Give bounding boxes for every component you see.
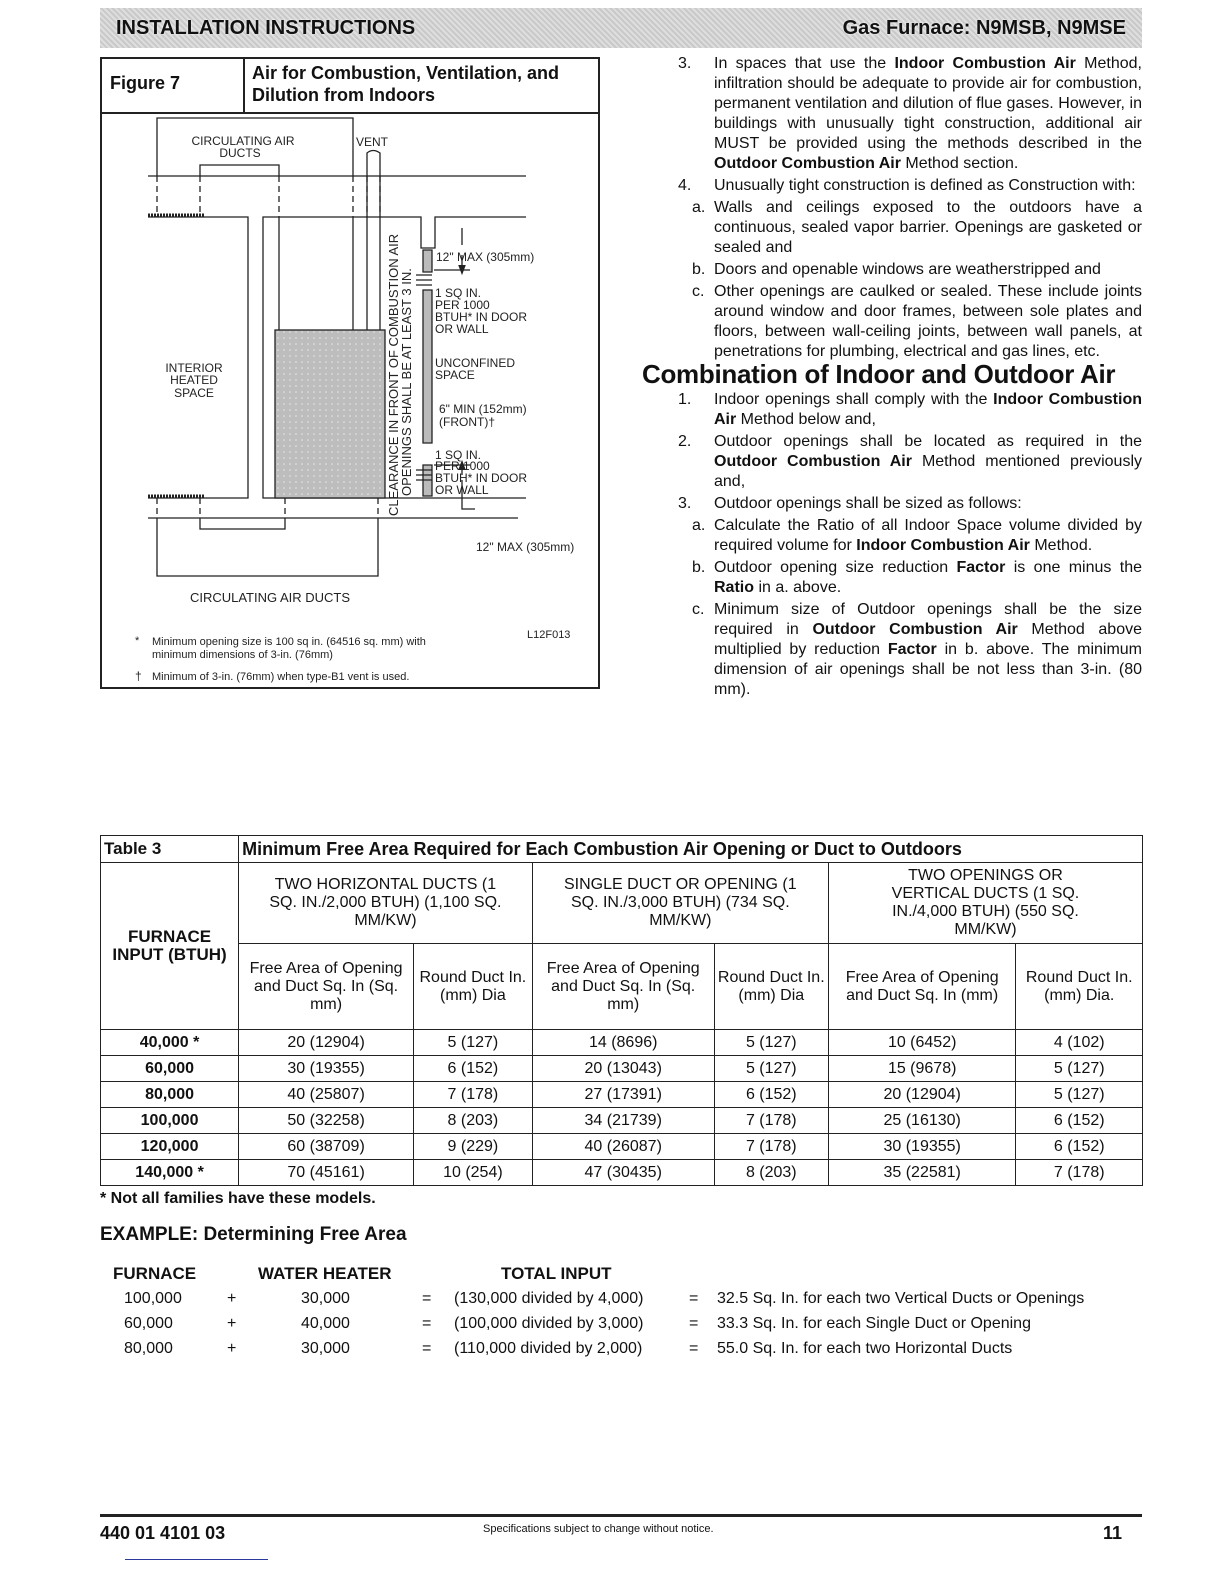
table-cell: 50 (32258) xyxy=(239,1108,414,1134)
example-cell: = xyxy=(689,1315,699,1332)
label-interior-1: INTERIOR xyxy=(165,361,223,375)
label-unconfined-2: SPACE xyxy=(435,368,475,382)
page-number: 11 xyxy=(1102,1523,1122,1543)
label-opening-2c: BTUH* IN DOOR xyxy=(435,471,528,485)
table-cell: 5 (127) xyxy=(1016,1082,1143,1108)
table-cell: 47 (30435) xyxy=(532,1160,714,1186)
emphasis-text: Factor xyxy=(887,641,937,658)
col-water-heater: WATER HEATER xyxy=(258,1264,392,1283)
furnace-input-cell: 60,000 xyxy=(101,1056,239,1082)
column-header: Free Area of Opening and Duct Sq. In (mm) xyxy=(828,944,1016,1030)
body-text: Method mentioned previously and, xyxy=(714,453,1143,490)
table-cell: 6 (152) xyxy=(1016,1134,1143,1160)
list-item xyxy=(676,600,1142,700)
list-item xyxy=(676,390,1142,430)
table-note: * Not all families have these models. xyxy=(100,1190,376,1207)
table-row xyxy=(101,1108,1143,1134)
table-row xyxy=(101,1030,1143,1056)
body-text: In spaces that use the xyxy=(714,55,895,72)
example-cell: = xyxy=(689,1340,699,1357)
list-item xyxy=(676,516,1142,556)
furnace-input-cell: 40,000 * xyxy=(101,1030,239,1056)
section-heading: Combination of Indoor and Outdoor Air xyxy=(642,359,1116,389)
table-cell: 4 (102) xyxy=(1016,1030,1143,1056)
list-number: 3. xyxy=(678,495,692,512)
column-header: Round Duct In. (mm) Dia. xyxy=(1016,944,1143,1030)
body-text: is one minus the xyxy=(1005,559,1143,576)
footnote-1-line-1: Minimum opening size is 100 sq in. (64516 sq. mm) with xyxy=(152,636,426,648)
label-vent: VENT xyxy=(356,135,389,149)
label-top-ducts-2: DUCTS xyxy=(219,146,261,160)
table-cell: 8 (203) xyxy=(414,1108,533,1134)
column-header: Free Area of Opening and Duct Sq. In (Sq. mm) xyxy=(532,944,714,1030)
table-cell: 30 (19355) xyxy=(828,1134,1016,1160)
list-item xyxy=(676,494,1142,514)
table-cell: 6 (152) xyxy=(1016,1108,1143,1134)
header-title: INSTALLATION INSTRUCTIONS xyxy=(116,16,416,39)
table-cell: 14 (8696) xyxy=(532,1030,714,1056)
body-text: Outdoor openings shall be sized as follows: xyxy=(714,495,1022,512)
body-text: Method above multiplied by reduction xyxy=(714,621,1143,658)
table-title: Minimum Free Area Required for Each Combustion Air Opening or Duct to Outdoors xyxy=(239,836,1143,863)
table-cell: 27 (17391) xyxy=(532,1082,714,1108)
table-row xyxy=(101,1160,1143,1186)
example-cell: (100,000 divided by 3,000) xyxy=(454,1315,644,1332)
table-cell: 10 (6452) xyxy=(828,1030,1016,1056)
furnace-input-cell: 100,000 xyxy=(101,1108,239,1134)
col-total-input: TOTAL INPUT xyxy=(501,1264,612,1283)
body-text: Method section. xyxy=(900,155,1019,172)
list-item xyxy=(676,558,1142,598)
table-cell: 35 (22581) xyxy=(828,1160,1016,1186)
table-cell: 25 (16130) xyxy=(828,1108,1016,1134)
label-opening-2d: OR WALL xyxy=(435,483,489,497)
table-cell: 40 (26087) xyxy=(532,1134,714,1160)
body-text: Walls and ceilings exposed to the outdoors have a continuous, sealed vapor barrier. Openings are gasketed or sealed and xyxy=(714,199,1142,256)
label-top-ducts-1: CIRCULATING AIR xyxy=(191,134,295,148)
example-cell: 55.0 Sq. In. for each two Horizontal Ducts xyxy=(717,1340,1013,1357)
table-cell: 70 (45161) xyxy=(239,1160,414,1186)
emphasis-text: Outdoor Combustion Air xyxy=(714,155,901,172)
label-interior-3: SPACE xyxy=(174,386,214,400)
list-number: b. xyxy=(692,261,706,278)
table-cell: 30 (19355) xyxy=(239,1056,414,1082)
page-footer xyxy=(100,1514,1142,1543)
example-cell: 32.5 Sq. In. for each two Vertical Ducts or Openings xyxy=(717,1290,1085,1307)
example-cell: 60,000 xyxy=(124,1315,173,1332)
example-cell: + xyxy=(227,1315,237,1332)
table-cell: 60 (38709) xyxy=(239,1134,414,1160)
emphasis-text: Indoor Combustion Air xyxy=(894,55,1076,72)
column-header: Round Duct In. (mm) Dia xyxy=(414,944,533,1030)
label-opening-1b: PER 1000 xyxy=(435,298,490,312)
col-furnace: FURNACE xyxy=(113,1264,197,1283)
label-unconfined-1: UNCONFINED xyxy=(435,356,515,370)
footer-notice: Specifications subject to change without notice. xyxy=(483,1523,714,1535)
list-number: 2. xyxy=(678,433,692,450)
body-text: Unusually tight construction is defined as Construction with: xyxy=(714,177,1136,194)
footnote-1-line-2: minimum dimensions of 3-in. (76mm) xyxy=(152,649,333,661)
list-item xyxy=(676,282,1142,362)
label-max-top: 12" MAX (305mm) xyxy=(436,250,535,264)
list-number: a. xyxy=(692,517,706,534)
list-item xyxy=(676,198,1142,258)
input-header: FURNACE INPUT (BTUH) xyxy=(101,863,239,1030)
example-cell: (110,000 divided by 2,000) xyxy=(454,1340,643,1357)
example-cell: 100,000 xyxy=(124,1290,182,1307)
furnace-shape xyxy=(275,330,385,498)
example-cell: 30,000 xyxy=(301,1290,350,1307)
footnote-mark: * xyxy=(135,635,140,647)
example-cell: = xyxy=(422,1315,432,1332)
label-clearance-2: OPENINGS SHALL BE AT LEAST 3 IN. xyxy=(399,268,414,496)
list-number: c. xyxy=(692,601,705,618)
example-cell: = xyxy=(422,1290,432,1307)
table-cell: 5 (127) xyxy=(414,1030,533,1056)
table-row xyxy=(101,1134,1143,1160)
label-min-2: (FRONT)† xyxy=(439,415,495,429)
label-max-bottom: 12" MAX (305mm) xyxy=(476,540,575,554)
label-opening-1c: BTUH* IN DOOR xyxy=(435,310,528,324)
label-interior-2: HEATED xyxy=(170,373,218,387)
divider xyxy=(125,1559,268,1560)
label-opening-1d: OR WALL xyxy=(435,322,489,336)
table-cell: 5 (127) xyxy=(714,1030,828,1056)
list-number: 3. xyxy=(678,55,692,72)
body-text: Indoor openings shall comply with the xyxy=(714,391,994,408)
body-text: Method below and, xyxy=(736,411,876,428)
example-cell: (130,000 divided by 4,000) xyxy=(454,1290,644,1307)
column-header: Free Area of Opening and Duct Sq. In (Sq. mm) xyxy=(239,944,414,1030)
table-cell: 5 (127) xyxy=(1016,1056,1143,1082)
label-min-1: 6" MIN (152mm) xyxy=(439,402,527,416)
figure-code: L12F013 xyxy=(527,629,571,641)
group-header: SINGLE DUCT OR OPENING (1 SQ. IN./3,000 BTUH) (734 SQ. MM/KW) xyxy=(532,863,828,944)
table-cell: 40 (25807) xyxy=(239,1082,414,1108)
figure-title: Air for Combustion, Ventilation, and Dilution from Indoors xyxy=(245,59,598,114)
example-cell: 80,000 xyxy=(124,1340,173,1357)
group-header: TWO HORIZONTAL DUCTS (1 SQ. IN./2,000 BTUH) (1,100 SQ. MM/KW) xyxy=(239,863,533,944)
body-text: Doors and openable windows are weatherstripped and xyxy=(714,261,1101,278)
furnace-input-cell: 140,000 * xyxy=(101,1160,239,1186)
label-clearance-1: CLEARANCE IN FRONT OF COMBUSTION AIR xyxy=(386,233,401,516)
right-column-text xyxy=(642,54,1143,702)
label-opening-1a: 1 SQ IN. xyxy=(435,286,482,300)
table-cell: 7 (178) xyxy=(714,1134,828,1160)
list-item xyxy=(676,54,1142,174)
body-text: Other openings are caulked or sealed. These include joints around window and door frames, between sole plates and floors, between wall-ceiling joints, between wall panels, at penetrations for plumbing, electrical and gas lines, etc. xyxy=(714,283,1142,360)
table-cell: 9 (229) xyxy=(414,1134,533,1160)
example-cell: 40,000 xyxy=(301,1315,350,1332)
group-header: TWO OPENINGS OR VERTICAL DUCTS (1 SQ. IN./4,000 BTUH) (550 SQ. MM/KW) xyxy=(828,863,1142,944)
body-text: Outdoor openings shall be located as required in the xyxy=(714,433,1142,450)
doc-number: 440 01 4101 03 xyxy=(100,1523,226,1543)
body-text: in a. above. xyxy=(754,579,842,596)
body-text: Minimum size of Outdoor openings shall be the size required in xyxy=(714,601,1142,638)
body-text: Calculate the Ratio of all Indoor Space volume divided by required volume for xyxy=(714,517,1142,554)
emphasis-text: Indoor Combustion Air xyxy=(714,391,1143,428)
example-heading xyxy=(100,1224,407,1246)
furnace-input-cell: 80,000 xyxy=(101,1082,239,1108)
emphasis-text: Outdoor Combustion Air xyxy=(812,621,1018,638)
emphasis-text: Indoor Combustion Air xyxy=(856,537,1030,554)
body-text: Method. xyxy=(1029,537,1093,554)
table-cell: 34 (21739) xyxy=(532,1108,714,1134)
body-text: in b. above. The minimum dimension of air openings shall be not less than 3-in. (80 mm). xyxy=(714,641,1143,698)
list-item xyxy=(676,432,1142,492)
body-text: Method, infiltration should be adequate to provide air for combustion, permanent ventilation and dilution of flue gases. However, in buildings with unusually tight construction, additional air MUST be provided using the methods described in the xyxy=(714,55,1142,152)
list-number: a. xyxy=(692,199,706,216)
list-number: 4. xyxy=(678,177,692,194)
column-header: Round Duct In. (mm) Dia xyxy=(714,944,828,1030)
table-cell: 7 (178) xyxy=(414,1082,533,1108)
body-text: Outdoor opening size reduction xyxy=(714,559,957,576)
table-cell: 6 (152) xyxy=(714,1082,828,1108)
table-cell: 10 (254) xyxy=(414,1160,533,1186)
list-number: 1. xyxy=(678,391,692,408)
emphasis-text: Factor xyxy=(956,559,1006,576)
emphasis-text: Outdoor Combustion Air xyxy=(714,453,912,470)
emphasis-text: Ratio xyxy=(714,579,754,596)
example-cell: + xyxy=(227,1290,237,1307)
label-bottom-ducts: CIRCULATING AIR DUCTS xyxy=(189,590,351,605)
table-cell: 6 (152) xyxy=(414,1056,533,1082)
table-cell: 7 (178) xyxy=(1016,1160,1143,1186)
table-cell: 20 (13043) xyxy=(532,1056,714,1082)
table-label: Table 3 xyxy=(101,836,239,863)
figure-label: Figure 7 xyxy=(102,59,245,114)
table-cell: 20 (12904) xyxy=(239,1030,414,1056)
footnote-mark: † xyxy=(135,669,142,683)
footnote-2: Minimum of 3-in. (76mm) when type-B1 vent is used. xyxy=(152,671,410,683)
furnace-input-cell: 120,000 xyxy=(101,1134,239,1160)
list-item xyxy=(676,260,1142,280)
table-cell: 15 (9678) xyxy=(828,1056,1016,1082)
table-cell: 20 (12904) xyxy=(828,1082,1016,1108)
example-title: : Determining Free Area xyxy=(191,1224,407,1245)
example-label: EXAMPLE xyxy=(100,1224,192,1245)
label-opening-2a: 1 SQ IN. xyxy=(435,448,482,462)
header-product: Gas Furnace: N9MSB, N9MSE xyxy=(842,16,1126,39)
list-number: c. xyxy=(692,283,705,300)
example-cell: 30,000 xyxy=(301,1340,350,1357)
table-cell: 5 (127) xyxy=(714,1056,828,1082)
example-cell: = xyxy=(689,1290,699,1307)
example-cell: + xyxy=(227,1340,237,1357)
table-cell: 8 (203) xyxy=(714,1160,828,1186)
table-cell: 7 (178) xyxy=(714,1108,828,1134)
label-opening-2b: PER 1000 xyxy=(435,459,490,473)
list-number: b. xyxy=(692,559,706,576)
table-3 xyxy=(100,835,1143,1186)
list-item xyxy=(676,176,1142,196)
table-row xyxy=(101,1056,1143,1082)
example-cell: 33.3 Sq. In. for each Single Duct or Opening xyxy=(717,1315,1031,1332)
example-cell: = xyxy=(422,1340,432,1357)
table-row xyxy=(101,1082,1143,1108)
